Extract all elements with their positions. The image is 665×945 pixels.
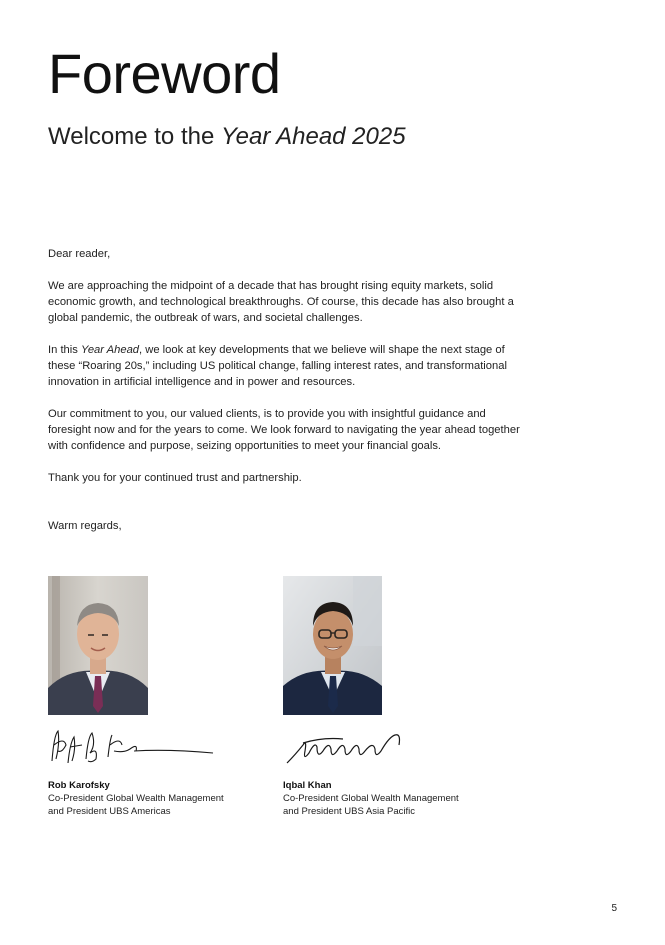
signatory-name: Rob Karofsky: [48, 780, 110, 791]
signatory-role-line-2: and President UBS Asia Pacific: [283, 806, 416, 817]
p2-italic: Year Ahead: [80, 344, 140, 356]
page-number: 5: [611, 903, 617, 914]
signatory-role-line-1: Co-President Global Wealth Management: [283, 793, 459, 804]
subtitle-prefix: Welcome to the: [48, 123, 221, 150]
signature-rob-karofsky: [48, 723, 278, 773]
letter-paragraph-3: Our commitment to you, our valued clients, is to provide you with insightful guidance and foresight now and for the years to come. We look forward to navigating the year ahead together with confidence and purpose, seizing opportunities to meet your financial goals.: [48, 408, 520, 452]
signatory-iqbal-khan: [283, 576, 513, 818]
p2-suffix: , we look at key developments that we believe will shape the next stage of these “Roaring 20s,” including US political change, falling interest rates, and transformational innovation in artificial intelligence and in power and resources.: [48, 344, 507, 388]
signatory-role-line-1: Co-President Global Wealth Management: [48, 793, 224, 804]
subtitle-italic: Year Ahead 2025: [220, 123, 406, 150]
signatory-rob-karofsky: [48, 576, 278, 818]
letter-paragraph-4: Thank you for your continued trust and partnership.: [48, 472, 302, 484]
letter-salutation: Dear reader,: [48, 248, 111, 260]
page-subtitle: [48, 123, 406, 152]
letter-closing: Warm regards,: [48, 520, 122, 532]
signature-iqbal-khan: [283, 723, 513, 773]
portrait-photo: [283, 576, 513, 715]
p2-prefix: In this: [48, 344, 81, 356]
letter-paragraph-1: We are approaching the midpoint of a decade that has brought rising equity markets, solid economic growth, and technological breakthroughs. Of course, this decade has also brought a global pandemic, the outbreak of wars, and societal challenges.: [48, 280, 514, 324]
portrait-photo: [48, 576, 278, 715]
letter-body: [48, 246, 528, 550]
signatory-role-line-2: and President UBS Americas: [48, 806, 171, 817]
signatory-name: Iqbal Khan: [283, 780, 332, 791]
page-title: Foreword: [48, 42, 281, 105]
letter-paragraph-2: [48, 342, 528, 390]
